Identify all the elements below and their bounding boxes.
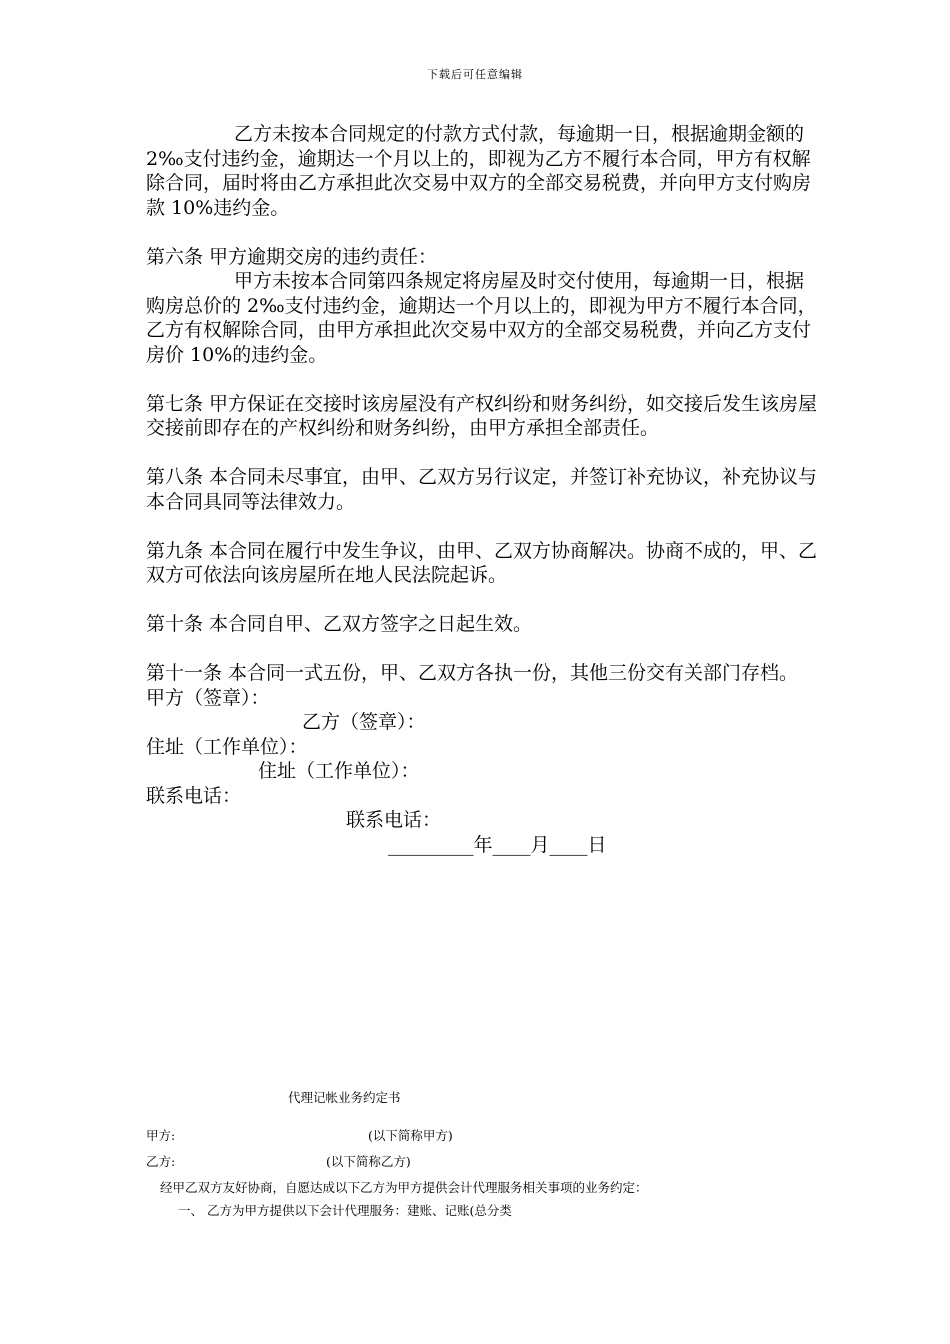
- agency-agreement: [146, 1086, 846, 1222]
- party-a-address: 住址（工作单位）：: [146, 735, 308, 758]
- party-a-note: (以下简称甲方): [368, 1128, 453, 1143]
- agreement-item-1: 一、 乙方为甲方提供以下会计代理服务：建账、记账(总分类: [178, 1203, 512, 1218]
- party-a-label: 甲方:: [146, 1128, 176, 1143]
- article-6-title: 第六条 甲方逾期交房的违约责任：: [146, 245, 438, 268]
- party-b-note: (以下简称乙方): [326, 1154, 411, 1169]
- party-b-label: 乙方:: [146, 1154, 176, 1169]
- article-9: 第九条 本合同在履行中发生争议，由甲、乙双方协商解决。协商不成的，甲、乙双方可依法向该房屋所在地人民法院起诉。: [146, 539, 818, 586]
- article-7: 第七条 甲方保证在交接时该房屋没有产权纠纷和财务纠纷，如交接后发生该房屋交接前即存在的产权纠纷和财务纠纷，由甲方承担全部责任。: [146, 392, 818, 439]
- article-10: 第十条 本合同自甲、乙双方签字之日起生效。: [146, 613, 533, 635]
- party-a-phone: 联系电话：: [146, 784, 242, 807]
- party-b-address: 住址（工作单位）：: [258, 760, 420, 782]
- article-6-body: 甲方未按本合同第四条规定将房屋及时交付使用，每逾期一日，根据购房总价的 2‰支付违约金，逾期达一个月以上的，即视为甲方不履行本合同，乙方有权解除合同，由甲方承担此次交易中双方的全部交易税费，并向乙方支付房价 10%的违约金。: [146, 270, 817, 366]
- party-b-phone: 联系电话：: [346, 809, 442, 831]
- article-11: 第十一条 本合同一式五份，甲、乙双方各执一份，其他三份交有关部门存档。: [146, 662, 799, 684]
- agreement-intro: 经甲乙双方友好协商，自愿达成以下乙方为甲方提供会计代理服务相关事项的业务约定：: [160, 1180, 648, 1195]
- article-8: 第八条 本合同未尽事宜，由甲、乙双方另行议定，并签订补充协议，补充协议与本合同具同等法律效力。: [146, 466, 818, 513]
- agreement-title: 代理记帐业务约定书: [288, 1090, 401, 1105]
- party-b-signature: 乙方（签章）：: [302, 711, 426, 733]
- party-b-row: [146, 1150, 846, 1173]
- contract-body: [146, 122, 818, 857]
- party-a-row: [146, 1124, 846, 1147]
- date-line: _________年____月____日: [388, 833, 607, 856]
- party-a-signature: 甲方（签章）：: [146, 686, 270, 709]
- clause-late-payment: 乙方未按本合同规定的付款方式付款，每逾期一日，根据逾期金额的 2‰支付违约金，逾期达一个月以上的，即视为乙方不履行本合同，甲方有权解除合同，届时将由乙方承担此次交易中双方的全部交易税费，并向甲方支付购房款 10%违约金。: [146, 123, 812, 219]
- page-header: 下载后可任意编辑: [427, 68, 523, 81]
